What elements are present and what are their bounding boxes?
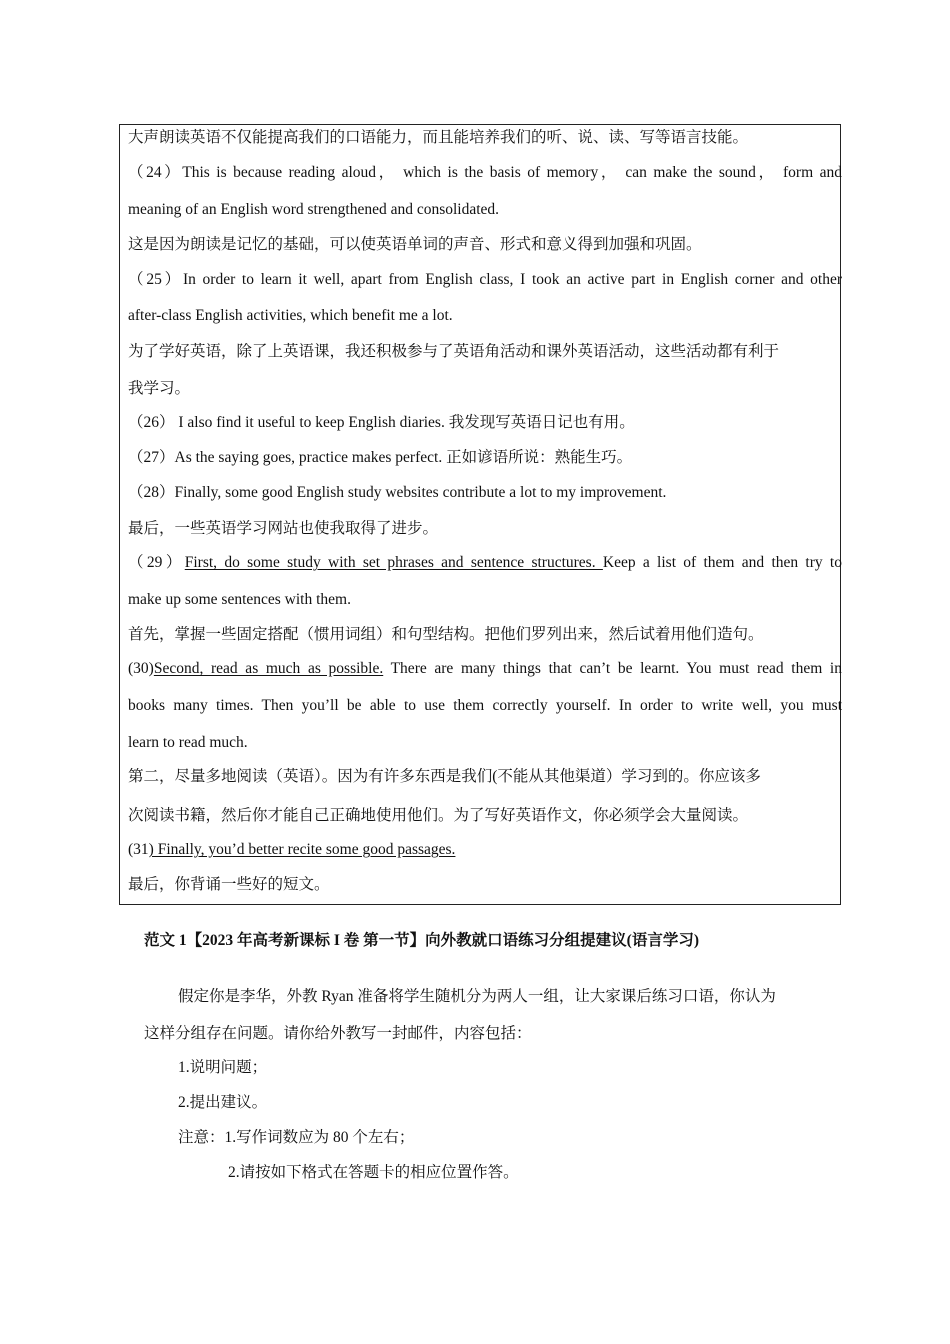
box-line-12: 最后，一些英语学习网站也使我取得了进步。: [128, 520, 439, 537]
box-line-1: 大声朗读英语不仅能提高我们的口语能力，而且能培养我们的听、说、读、写等语言技能。: [128, 129, 749, 146]
box-line-16: [128, 659, 842, 679]
box-line-10: （27）As the saying goes, practice makes perfect. 正如谚语所说：熟能生巧。: [128, 449, 633, 466]
prompt-line-1: 假定你是李华，外教 Ryan 准备将学生随机分为两人一组，让大家课后练习口语，你认为: [178, 988, 776, 1005]
item-number: (30): [128, 660, 154, 677]
sentence-rest: There are many things that can’t be learnt. You must read them in: [383, 660, 842, 677]
section-title: 范文 1【2023 年高考新课标 I 卷 第一节】向外教就口语练习分组提建议(语言学习): [144, 932, 699, 949]
box-line-17: books many times. Then you’ll be able to use them correctly yourself. In order to write well, you must: [128, 697, 842, 714]
box-line-6: after-class English activities, which benefit me a lot.: [128, 307, 453, 324]
sentence-rest: Keep a list of them and then try to: [602, 554, 842, 571]
prompt-item-1: 1.说明问题；: [178, 1059, 268, 1076]
box-line-11: （28）Finally, some good English study websites contribute a lot to my improvement.: [128, 484, 667, 501]
box-line-22: 最后，你背诵一些好的短文。: [128, 876, 330, 893]
underlined-sentence: Second, read as much as possible.: [153, 660, 384, 677]
box-line-19: 第二，尽量多地阅读（英语）。因为有许多东西是我们(不能从其他渠道）学习到的。你应该多: [128, 768, 761, 785]
box-line-5: （25）In order to learn it well, apart from English class, I took an active part in English corner and other: [128, 271, 842, 288]
box-line-20: 次阅读书籍，然后你才能自己正确地使用他们。为了写好英语作文，你必须学会大量阅读。: [128, 807, 749, 824]
underlined-sentence: ) Finally, you’d better recite some good passages.: [148, 841, 456, 858]
box-line-9: （26） I also find it useful to keep English diaries. 我发现写英语日记也有用。: [128, 414, 635, 431]
note-line-2: 2.请按如下格式在答题卡的相应位置作答。: [228, 1164, 519, 1181]
box-line-7: 为了学好英语，除了上英语课，我还积极参与了英语角活动和课外英语活动，这些活动都有利于: [128, 343, 780, 360]
box-line-18: learn to read much.: [128, 734, 248, 751]
box-line-2: （24）This is because reading aloud， which is the basis of memory， can make the sound， form and: [128, 164, 842, 181]
box-line-15: 首先，掌握一些固定搭配（惯用词组）和句型结构。把他们罗列出来，然后试着用他们造句。: [128, 626, 764, 643]
prompt-line-2: 这样分组存在问题。请你给外教写一封邮件，内容包括：: [144, 1025, 532, 1042]
box-line-3: meaning of an English word strengthened and consolidated.: [128, 201, 500, 218]
box-line-4: 这是因为朗读是记忆的基础，可以使英语单词的声音、形式和意义得到加强和巩固。: [128, 236, 702, 253]
item-number: （29）: [128, 554, 185, 571]
note-line-1: 注意：1.写作词数应为 80 个左右；: [178, 1129, 415, 1146]
box-line-8: 我学习。: [128, 380, 191, 397]
box-line-14: make up some sentences with them.: [128, 591, 351, 608]
prompt-item-2: 2.提出建议。: [178, 1094, 268, 1111]
box-line-13: [128, 553, 842, 573]
underlined-sentence: First, do some study with set phrases and sentence structures.: [184, 554, 603, 571]
item-number: (31: [128, 841, 149, 858]
box-line-21: [128, 840, 455, 860]
